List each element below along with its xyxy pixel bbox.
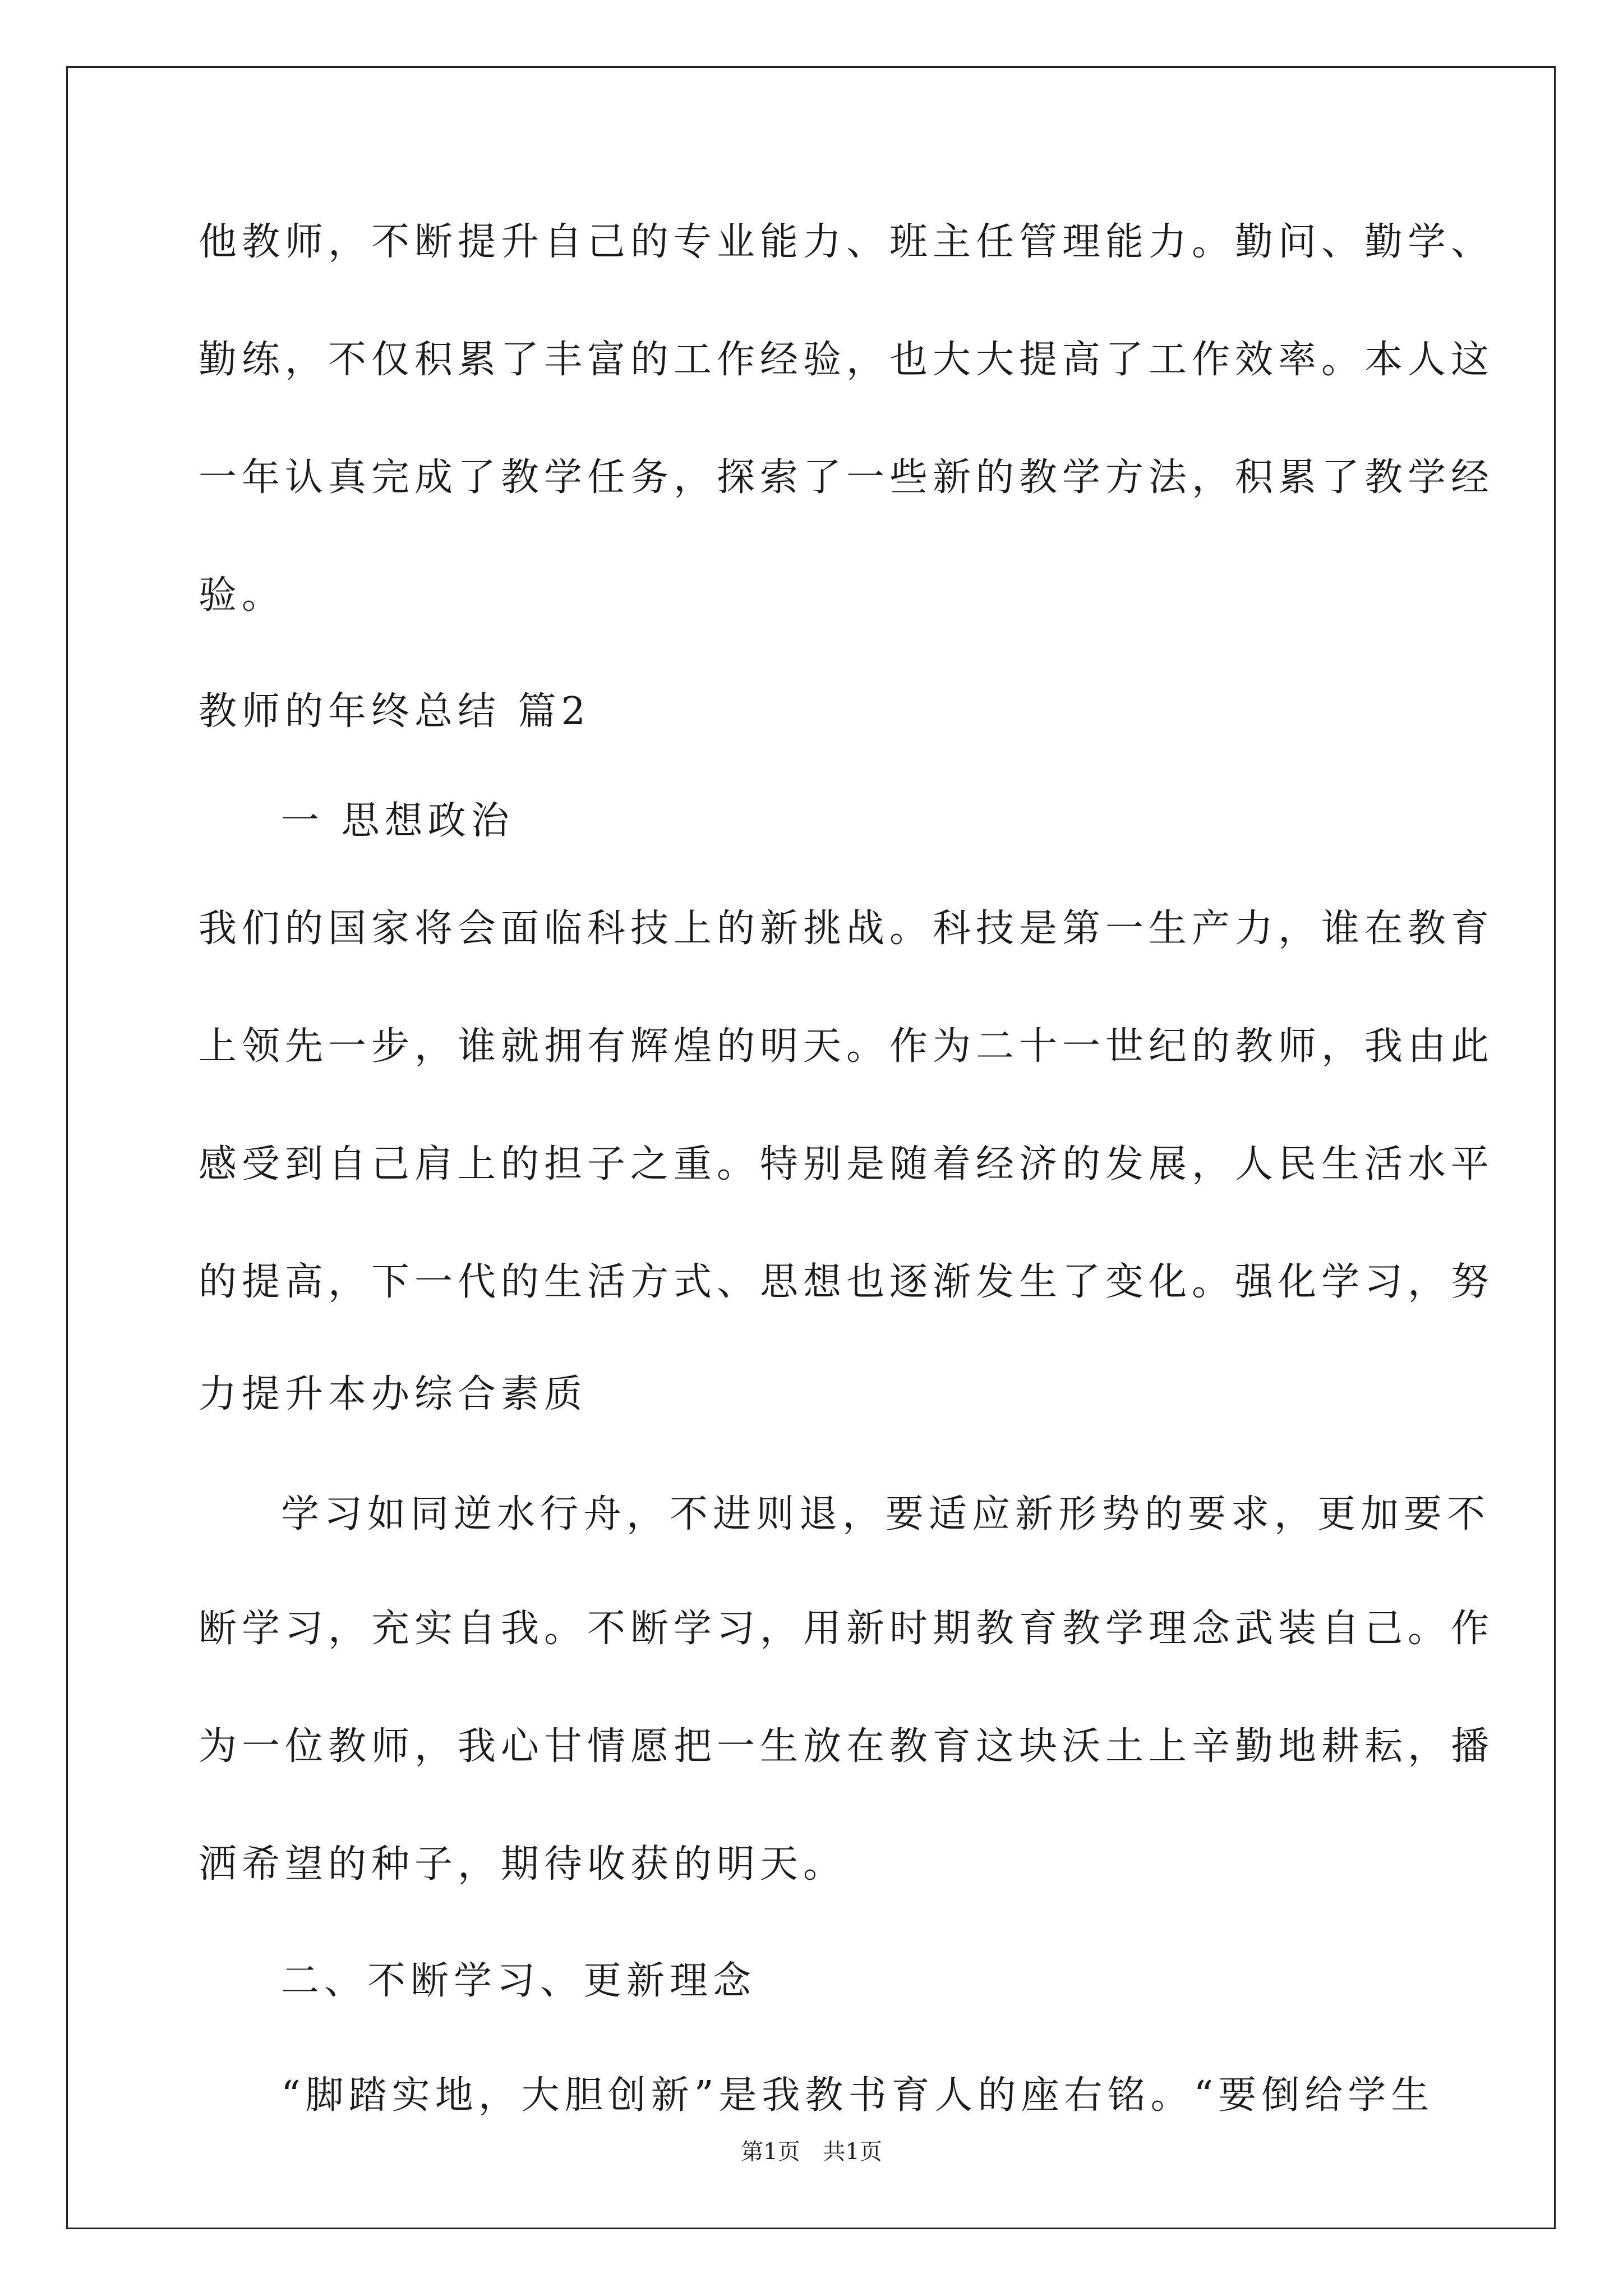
subsection-heading: 一 思想政治 — [281, 799, 514, 843]
text-line: 的提高，下一代的生活方式、思想也逐渐发生了变化。强化学习，努 — [199, 1260, 1495, 1304]
text-line: 勤练，不仅积累了丰富的工作经验，也大大提高了工作效率。本人这 — [199, 338, 1495, 382]
section-heading: 教师的年终总结 篇2 — [199, 689, 591, 734]
text-line: 一年认真完成了教学任务，探索了一些新的教学方法，积累了教学经 — [199, 455, 1495, 500]
page-number: 第1页 — [741, 2139, 800, 2165]
paragraph-start: 学习如同逆水行舟，不进则退，要适应新形势的要求，更加要不 — [281, 1492, 1491, 1536]
text-line: 断学习，充实自我。不断学习，用新时期教育教学理念武装自己。作 — [199, 1607, 1495, 1651]
text-line: 验。 — [199, 573, 285, 618]
page-total: 共1页 — [823, 2139, 882, 2165]
text-line: 为一位教师，我心甘情愿把一生放在教育这块沃土上辛勤地耕耘，播 — [199, 1724, 1495, 1769]
text-line: 感受到自己肩上的担子之重。特别是随着经济的发展，人民生活水平 — [199, 1142, 1495, 1186]
page-footer — [0, 2135, 1623, 2169]
text-line: 力提升本办综合素质 — [199, 1372, 588, 1416]
subsection-heading: 二、不断学习、更新理念 — [281, 1959, 757, 2003]
text-line: 洒希望的种子，期待收获的明天。 — [199, 1842, 847, 1887]
text-line: 我们的国家将会面临科技上的新挑战。科技是第一生产力，谁在教育 — [199, 907, 1495, 951]
text-line: 他教师，不断提升自己的专业能力、班主任管理能力。勤问、勤学、 — [199, 220, 1495, 264]
paragraph-start: “脚踏实地，大胆创新”是我教书育人的座右铭。“要倒给学生 — [281, 2073, 1435, 2118]
text-line: 上领先一步，谁就拥有辉煌的明天。作为二十一世纪的教师，我由此 — [199, 1024, 1495, 1069]
